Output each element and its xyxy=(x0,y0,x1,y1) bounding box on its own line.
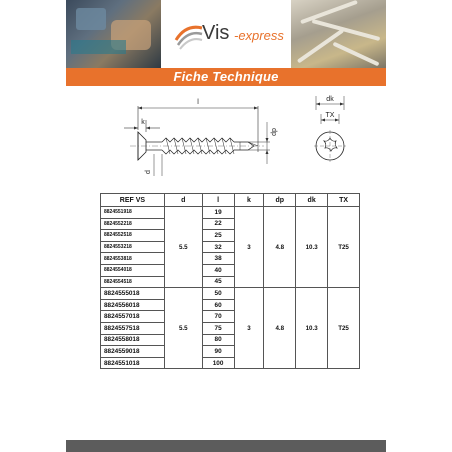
vis-express-logo xyxy=(174,18,284,54)
ref-cell: 8824553218 xyxy=(101,241,165,253)
k-cell-group2: 3 xyxy=(234,288,264,369)
l-cell: 40 xyxy=(202,264,234,276)
dp-label: dp xyxy=(271,128,278,136)
table-row xyxy=(101,207,360,219)
screw-technical-drawing xyxy=(104,92,364,187)
ref-cell: 8824558018 xyxy=(101,334,165,346)
ref-cell: 8824557518 xyxy=(101,322,165,334)
dk-cell-group1: 10.3 xyxy=(296,207,328,288)
header-d: d xyxy=(164,194,202,207)
l-cell: 70 xyxy=(202,311,234,323)
k-cell-group1: 3 xyxy=(234,207,264,288)
tx-cell-group1: T25 xyxy=(328,207,360,288)
logo-text-express: -express xyxy=(234,28,284,43)
l-cell: 75 xyxy=(202,322,234,334)
dk-cell-group2: 10.3 xyxy=(296,288,328,369)
logo-swoosh-icon xyxy=(174,20,204,50)
l-cell: 100 xyxy=(202,357,234,369)
ref-cell: 8824559018 xyxy=(101,346,165,358)
document-title: Fiche Technique xyxy=(173,69,279,84)
header-k: k xyxy=(234,194,264,207)
l-cell: 19 xyxy=(202,207,234,219)
d-label: d xyxy=(145,170,152,174)
ref-cell: 8824557018 xyxy=(101,311,165,323)
header-tx: TX xyxy=(328,194,360,207)
footer-bar xyxy=(66,440,386,452)
dp-cell-group2: 4.8 xyxy=(264,288,296,369)
banner-photo-screws xyxy=(291,0,386,68)
header-dk: dk xyxy=(296,194,328,207)
logo-text-vis: Vis xyxy=(202,22,230,44)
ref-cell: 8824552518 xyxy=(101,230,165,242)
header-ref: REF VS xyxy=(101,194,165,207)
l-cell: 22 xyxy=(202,218,234,230)
header-banner xyxy=(66,0,386,68)
ref-cell: 8824552218 xyxy=(101,218,165,230)
l-cell: 25 xyxy=(202,230,234,242)
ref-cell: 8824553818 xyxy=(101,253,165,265)
table-row xyxy=(101,288,360,300)
header-dp: dp xyxy=(264,194,296,207)
table-header-row xyxy=(101,194,360,207)
ref-cell: 8824555018 xyxy=(101,288,165,300)
banner-photo-workshop xyxy=(66,0,161,68)
document-page xyxy=(66,0,386,452)
dk-label: dk xyxy=(326,96,334,103)
tx-label: TX xyxy=(325,112,335,119)
l-cell: 60 xyxy=(202,299,234,311)
ref-cell: 8824554018 xyxy=(101,264,165,276)
l-cell: 90 xyxy=(202,346,234,358)
specification-table xyxy=(100,193,360,369)
header-l: l xyxy=(202,194,234,207)
ref-cell: 8824554518 xyxy=(101,276,165,288)
k-label: k xyxy=(141,119,145,126)
ref-cell: 8824556018 xyxy=(101,299,165,311)
l-cell: 45 xyxy=(202,276,234,288)
l-cell: 50 xyxy=(202,288,234,300)
l-cell: 80 xyxy=(202,334,234,346)
title-ribbon xyxy=(66,68,386,86)
d-cell-group1: 5.5 xyxy=(164,207,202,288)
d-cell-group2: 5.5 xyxy=(164,288,202,369)
ref-cell: 8824551018 xyxy=(101,357,165,369)
length-label: l xyxy=(197,99,199,106)
torx-drive-icon xyxy=(324,138,337,151)
l-cell: 32 xyxy=(202,241,234,253)
tx-cell-group2: T25 xyxy=(328,288,360,369)
dp-cell-group1: 4.8 xyxy=(264,207,296,288)
ref-cell: 8824551918 xyxy=(101,207,165,219)
l-cell: 38 xyxy=(202,253,234,265)
